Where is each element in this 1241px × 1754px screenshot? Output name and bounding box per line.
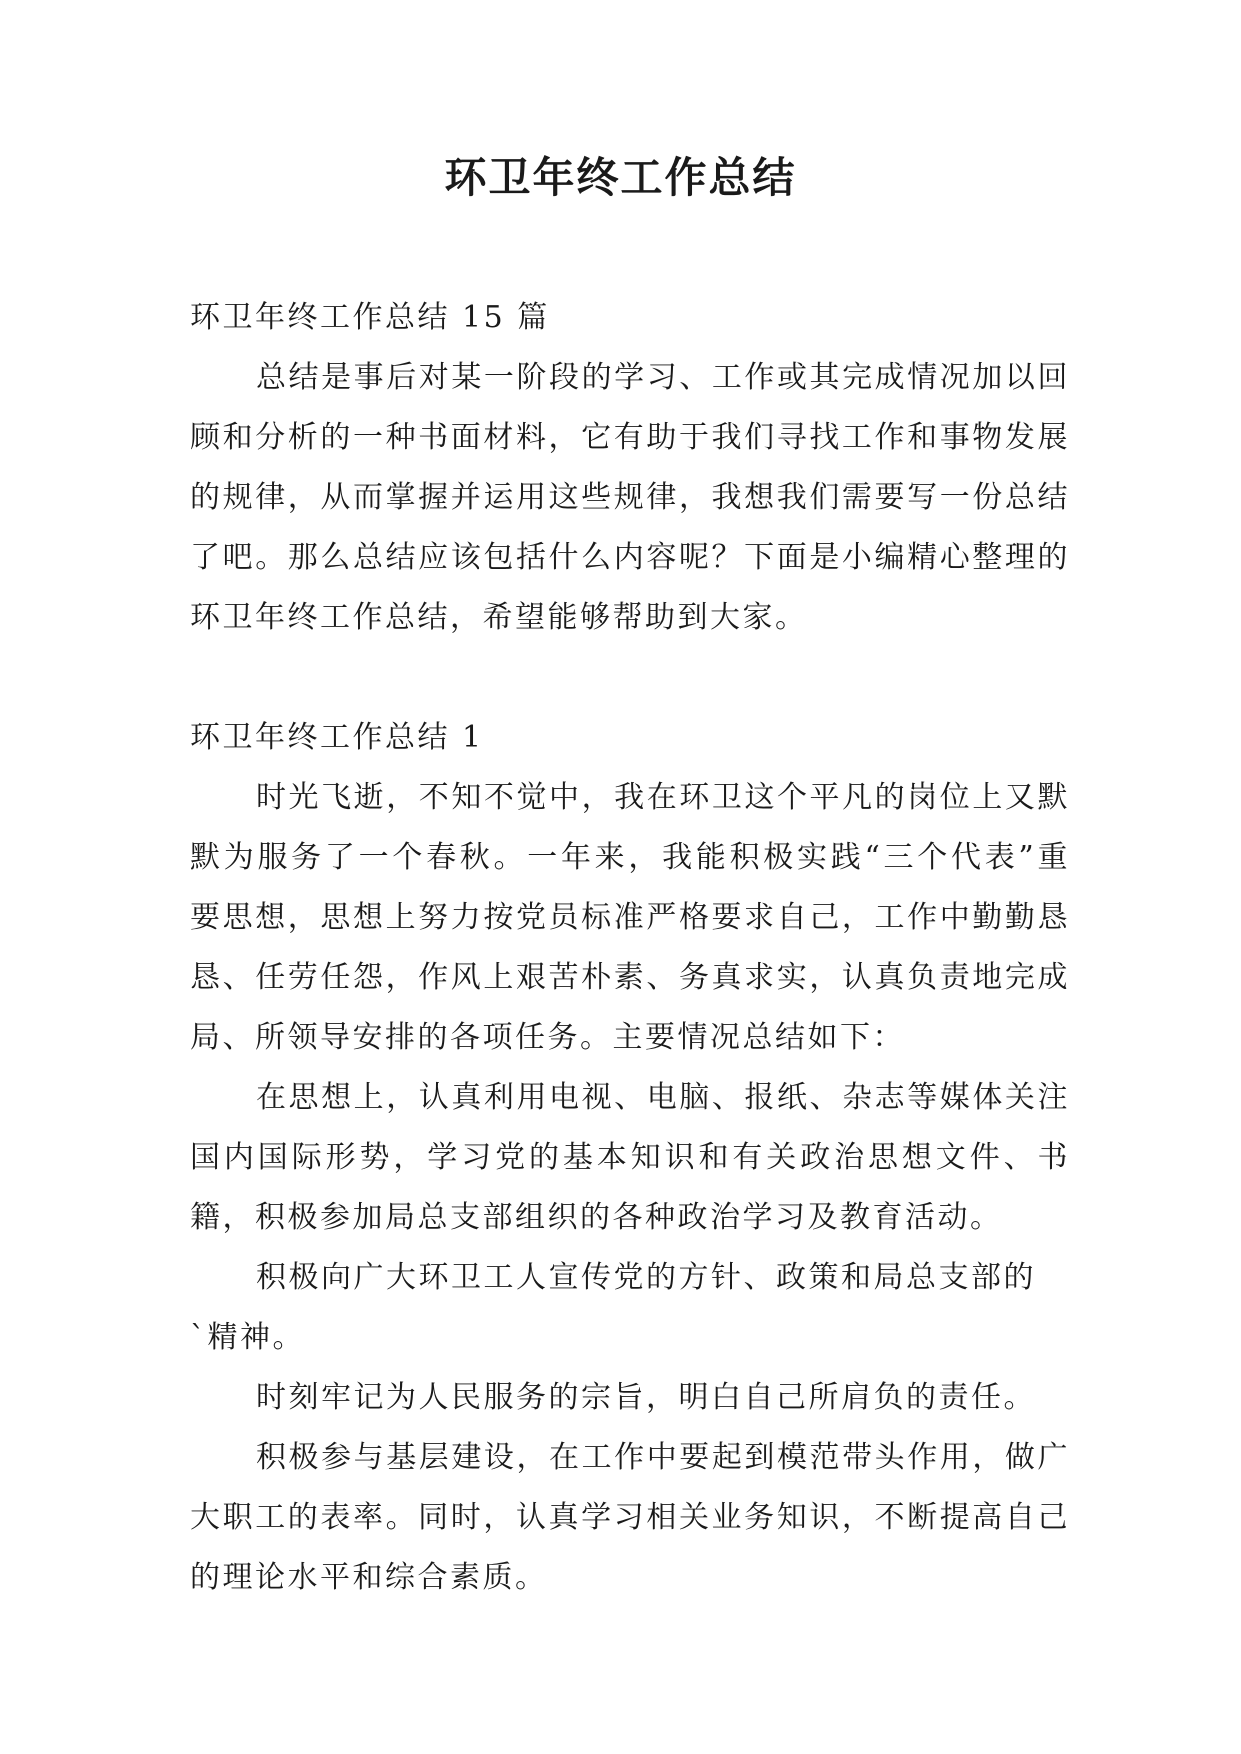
intro-paragraph: 总结是事后对某一阶段的学习、工作或其完成情况加以回顾和分析的一种书面材料，它有助于我们寻找工作和事物发展的规律，从而掌握并运用这些规律，我想我们需要写一份总结了吧。那么总结应该包括什么内容呢？下面是小编精心整理的环卫年终工作总结，希望能够帮助到大家。 — [190, 360, 1070, 635]
section-spacer — [190, 648, 1070, 708]
document-subtitle: 环卫年终工作总结 15 篇 — [190, 300, 550, 335]
paragraph-continuation: `精神。 — [190, 1320, 305, 1355]
body-paragraph: 在思想上，认真利用电视、电脑、报纸、杂志等媒体关注国内国际形势，学习党的基本知识和有关政治思想文件、书籍，积极参加局总支部组织的各种政治学习及教育活动。 — [190, 1080, 1070, 1235]
body-paragraph: 积极参与基层建设，在工作中要起到模范带头作用，做广大职工的表率。同时，认真学习相关业务知识，不断提高自己的理论水平和综合素质。 — [190, 1440, 1070, 1595]
section-heading: 环卫年终工作总结 1 — [190, 720, 484, 755]
body-paragraph: 时刻牢记为人民服务的宗旨，明白自己所肩负的责任。 — [256, 1380, 1036, 1415]
body-paragraph: 积极向广大环卫工人宣传党的方针、政策和局总支部的 — [256, 1260, 1036, 1295]
document-title: 环卫年终工作总结 — [444, 153, 797, 202]
document-body — [190, 288, 1070, 1608]
body-paragraph: 时光飞逝，不知不觉中，我在环卫这个平凡的岗位上又默默为服务了一个春秋。一年来，我能积极实践“三个代表”重要思想，思想上努力按党员标准严格要求自己，工作中勤勤恳恳、任劳任怨，作风上艰苦朴素、务真求实，认真负责地完成局、所领导安排的各项任务。主要情况总结如下： — [190, 780, 1070, 1055]
